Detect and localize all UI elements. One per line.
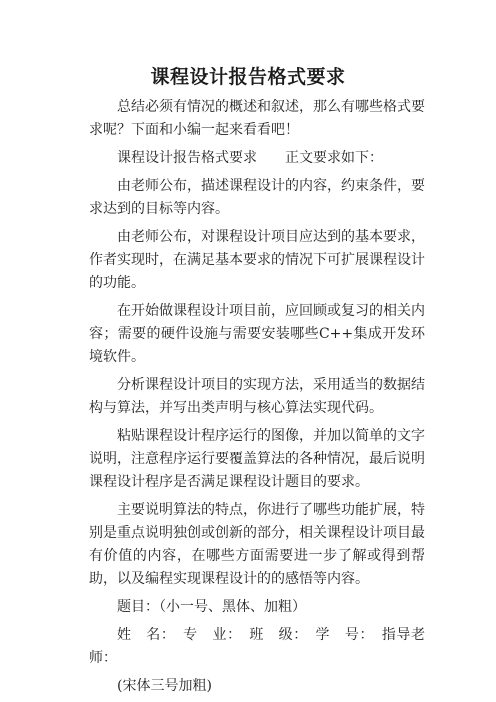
- paragraph-requirements-heading: 课程设计报告格式要求 正文要求如下：: [117, 149, 383, 166]
- paragraph-basic-requirements: 由老师公布，对课程设计项目应达到的基本要求，作者实现时，在满足基本要求的情况下可扩展课程设计的功能。: [89, 228, 425, 291]
- paragraph-preparation: 在开始做课程设计项目前，应回顾或复习的相关内容；需要的硬件设施与需要安装哪些C++集成开发环境软件。: [89, 302, 425, 366]
- paragraph-font-note: (宋体三号加粗): [117, 677, 212, 694]
- paragraph-intro: 总结必须有情况的概述和叙述，那么有哪些格式要求呢？下面和小编一起来看看吧！: [89, 99, 425, 139]
- paragraph-task-description: 由老师公布，描述课程设计的内容，约束条件，要求达到的目标等内容。: [89, 177, 425, 217]
- paragraph-analysis: 分析课程设计项目的实现方法，采用适当的数据结构与算法，并写出类声明与核心算法实现代码。: [89, 376, 425, 416]
- paragraph-topic-format: 题目：（小一号、黑体、加粗）: [117, 599, 306, 616]
- document-title: 课程设计报告格式要求: [150, 66, 346, 88]
- document-body: [89, 96, 425, 702]
- paragraph-student-info: 姓 名： 专 业： 班 级： 学 号： 指导老师：: [89, 626, 425, 666]
- paragraph-screenshots: 粘贴课程设计程序运行的图像，并加以简单的文字说明，注意程序运行要覆盖算法的各种情况，最后说明课程设计程序是否满足课程设计题目的要求。: [89, 427, 425, 491]
- paragraph-summary: 主要说明算法的特点，你进行了哪些功能扩展，特别是重点说明独创或创新的部分，相关课程设计项目最有价值的内容，在哪些方面需要进一步了解或得到帮助，以及编程实现课程设计的的感悟等内容。: [89, 501, 425, 588]
